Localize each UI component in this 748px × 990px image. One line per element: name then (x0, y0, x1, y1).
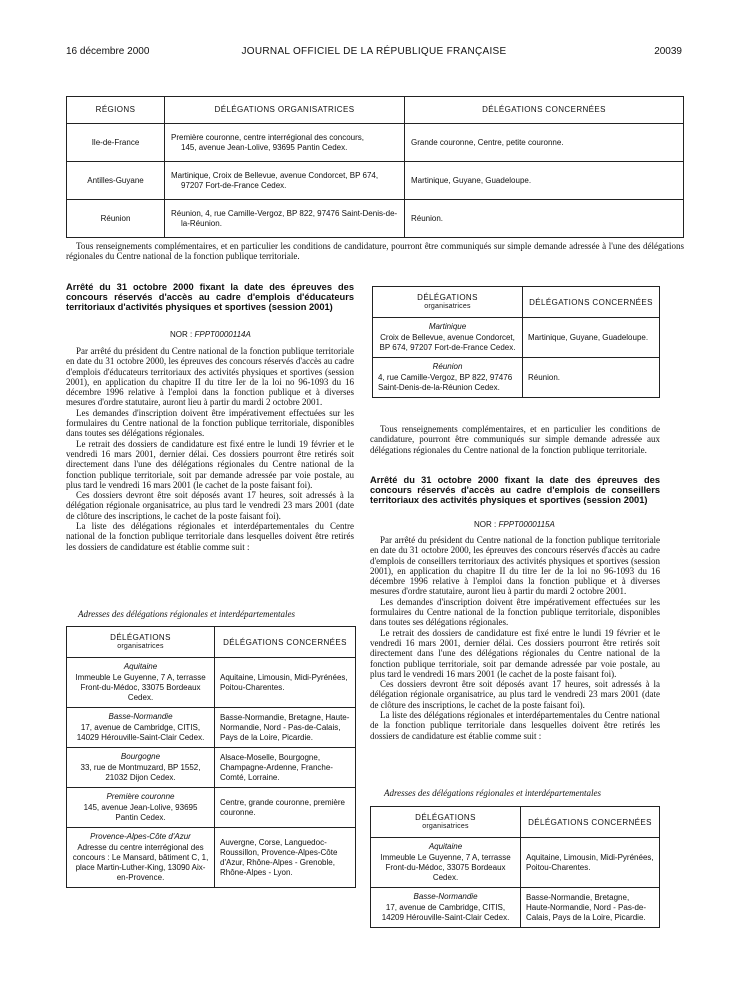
body-paragraph: La liste des délégations régionales et interdépartementales du Centre national de la fonction publique territoriale dans lesquelles doivent être retirés les dossiers de candidature est établie comme suit : (66, 521, 354, 552)
concerned-cell: Alsace-Moselle, Bourgogne, Champagne-Ardenne, Franche-Comté, Lorraine. (215, 748, 356, 788)
right-nor (474, 520, 555, 529)
delegation-name: Basse-Normandie (413, 892, 478, 901)
organizing-cell (67, 708, 215, 748)
publication-date: 16 décembre 2000 (66, 46, 150, 57)
table-row (373, 318, 660, 358)
organizing-line: 97207 Fort-de-France Cedex. (181, 180, 287, 190)
organizing-cell (165, 124, 405, 162)
delegation-name: Provence-Alpes-Côte d'Azur (90, 832, 191, 841)
column-header-concerned: DÉLÉGATIONS CONCERNÉES (215, 627, 356, 658)
column-header-concerned: DÉLÉGATIONS CONCERNÉES (523, 287, 660, 318)
organizing-cell (371, 838, 521, 888)
note-text: Tous renseignements complémentaires, et en particulier les conditions de candidature, pourront être communiqués sur simple demande adressée aux délégations régionales du Centre national de la fonction publique territoriale. (370, 424, 660, 455)
header-sublabel: organisatrices (117, 643, 164, 650)
table-row (67, 124, 684, 162)
note-text: Tous renseignements complémentaires, et en particulier les conditions de candidature, pourront être communiqués sur simple demande adressée à l'une des délégations régionales du Centre national de la fonction publique territoriale. (66, 241, 684, 262)
concerned-cell: Martinique, Guyane, Guadeloupe. (523, 318, 660, 358)
delegation-address: Adresse du centre interrégional des concours : Le Mansard, bâtiment C, 1, place Martin-Luther-King, 13090 Aix-en-Provence. (72, 843, 209, 882)
delegation-address: Immeuble Le Guyenne, 7 A, terrasse Front-du-Médoc, 33075 Bordeaux Cedex. (380, 853, 511, 882)
header-sublabel: organisatrices (424, 303, 471, 310)
table-row (67, 708, 356, 748)
left-nor (170, 330, 251, 339)
nor-code: FPPT0000115A (498, 520, 555, 529)
delegation-address: 33, rue de Montmuzard, BP 1552, 21032 Dijon Cedex. (80, 763, 201, 782)
organizing-cell (373, 358, 523, 398)
right-delegations-table (370, 806, 660, 928)
organizing-line: Première couronne, centre interrégional des concours, (171, 132, 364, 142)
right-table-caption: Adresses des délégations régionales et interdépartementales (384, 788, 602, 798)
nor-code: FPPT0000114A (194, 330, 251, 339)
table-row (67, 828, 356, 888)
body-paragraph: La liste des délégations régionales et interdépartementales du Centre national de la fonction publique territoriale dans lesquelles doivent être retirés les dossiers de candidature est établie comme suit : (370, 710, 660, 741)
table-row (373, 358, 660, 398)
table-header-row (67, 97, 684, 124)
page-header (66, 46, 682, 60)
concerned-cell: Auvergne, Corse, Languedoc-Roussillon, Provence-Alpes-Côte d'Azur, Rhône-Alpes - Grenoble, Rhône-Alpes - Lyon. (215, 828, 356, 888)
delegation-address: 17, avenue de Cambridge, CITIS, 14209 Hérouville-Saint-Clair Cedex. (381, 903, 510, 922)
concerned-cell: Réunion. (523, 358, 660, 398)
delegation-address: 17, avenue de Cambridge, CITIS, 14029 Hérouville-Saint-Clair Cedex. (76, 723, 205, 742)
column-header-organizing (371, 807, 521, 838)
right-decree-title: Arrêté du 31 octobre 2000 fixant la date des épreuves des concours réservés d'accès au cadre d'emplois de conseillers territoriaux des activités physiques et sportives (session 2001) (370, 475, 660, 506)
delegation-address: 4, rue Camille-Vergoz, BP 822, 97476 Saint-Denis-de-la-Réunion Cedex. (378, 373, 513, 392)
table-row (67, 788, 356, 828)
table-header-row (371, 807, 660, 838)
concerned-cell: Centre, grande couronne, première couronne. (215, 788, 356, 828)
organizing-cell (371, 888, 521, 928)
region-cell: Ile-de-France (67, 124, 165, 162)
left-body (66, 346, 354, 552)
table-row (67, 658, 356, 708)
header-label: DÉLÉGATIONS (415, 813, 476, 822)
journal-title: JOURNAL OFFICIEL DE LA RÉPUBLIQUE FRANÇAISE (241, 46, 507, 57)
nor-label: NOR : (170, 330, 193, 339)
body-paragraph: Le retrait des dossiers de candidature est fixé entre le lundi 19 février et le vendredi 16 mars 2001, dernier délai. Ces dossiers pourront être retirés soit directement dans l'une des délégations régionales du Centre national de la fonction publique territoriale, soit par demande adressée par voie postale, au plus tard le vendredi 16 mars 2001 (le cachet de la poste faisant foi). (66, 438, 354, 490)
body-paragraph: Les demandes d'inscription doivent être impérativement effectuées sur les formulaires du Centre national de la fonction publique territoriale, disponibles dans toutes ses délégations régionales. (370, 596, 660, 628)
organizing-cell (67, 788, 215, 828)
organizing-line: 145, avenue Jean-Lolive, 93695 Pantin Cedex. (181, 142, 348, 152)
table-row (371, 888, 660, 928)
delegation-name: Aquitaine (428, 842, 463, 851)
table-row (371, 838, 660, 888)
column-header-concerned: DÉLÉGATIONS CONCERNÉES (521, 807, 660, 838)
concerned-cell: Basse-Normandie, Bretagne, Haute-Normandie, Nord - Pas-de-Calais, Pays de la Loire, Picardie. (521, 888, 660, 928)
table-row (67, 162, 684, 200)
page-number: 20039 (654, 46, 682, 57)
regions-table (66, 96, 684, 238)
organizing-cell (67, 658, 215, 708)
body-paragraph: Ces dossiers devront être soit déposés avant 17 heures, soit adressés à la délégation régionale organisatrice, au plus tard le vendredi 23 mars 2001 (date de clôture des inscriptions, le cachet de la poste faisant foi). (66, 490, 354, 521)
organizing-cell (165, 162, 405, 200)
concerned-cell: Martinique, Guyane, Guadeloupe. (405, 162, 684, 200)
delegation-address: Croix de Bellevue, avenue Condorcet, BP 674, 97207 Fort-de-France Cedex. (379, 333, 516, 352)
organizing-cell (67, 828, 215, 888)
table-header-row (67, 627, 356, 658)
table-row (67, 200, 684, 238)
concerned-cell: Grande couronne, Centre, petite couronne. (405, 124, 684, 162)
delegation-address: Immeuble Le Guyenne, 7 A, terrasse Front-du-Médoc, 33075 Bordeaux Cedex. (75, 673, 206, 702)
nor-label: NOR : (474, 520, 497, 529)
body-paragraph: Par arrêté du président du Centre national de la fonction publique territoriale en date du 31 octobre 2000, les épreuves des concours réservés d'accès au cadre d'emplois d'éducateurs territoriaux des activités physiques et sportives (session 2001), en application du chapitre II du titre Ier de la loi no 96-1093 du 16 décembre 1996 relative à l'emploi dans la fonction publique et à diverses mesures d'ordre statutaire, auront lieu à partir du mardi 2 octobre 2001. (66, 346, 354, 408)
body-paragraph: Par arrêté du président du Centre national de la fonction publique territoriale en date du 31 octobre 2000, les épreuves des concours réservés d'accès au cadre d'emplois de conseillers territoriaux des activités physiques et sportives (session 2001), en application du chapitre II du titre Ier de la loi no 96-1093 du 16 décembre 1996 relative à l'emploi dans la fonction publique et à diverses mesures d'ordre statutaire, auront lieu à partir du mardi 2 octobre 2001. (370, 535, 660, 597)
delegation-address: 145, avenue Jean-Lolive, 93695 Pantin Cedex. (83, 803, 198, 822)
region-cell: Antilles-Guyane (67, 162, 165, 200)
header-sublabel: organisatrices (422, 823, 469, 830)
right-top-delegations-table (372, 286, 660, 398)
header-label: DÉLÉGATIONS (417, 293, 478, 302)
delegation-name: Première couronne (106, 792, 175, 801)
right-note (370, 424, 660, 455)
delegation-name: Basse-Normandie (108, 712, 173, 721)
table-header-row (373, 287, 660, 318)
concerned-cell: Aquitaine, Limousin, Midi-Pyrénées, Poitou-Charentes. (521, 838, 660, 888)
left-delegations-table (66, 626, 356, 888)
left-decree-title: Arrêté du 31 octobre 2000 fixant la date des épreuves des concours réservés d'accès au cadre d'emplois d'éducateurs territoriaux d'activités physiques et sportives (session 2001) (66, 282, 354, 313)
column-header-organizing (373, 287, 523, 318)
top-note (66, 241, 684, 262)
organizing-line: Martinique, Croix de Bellevue, avenue Condorcet, BP 674, (171, 170, 379, 180)
header-label: DÉLÉGATIONS (110, 633, 171, 642)
organizing-line: Réunion, 4, rue Camille-Vergoz, BP 822, 97476 Saint-Denis-de- (171, 208, 398, 218)
delegation-name: Réunion (432, 362, 463, 371)
delegation-name: Bourgogne (120, 752, 161, 761)
left-table-caption: Adresses des délégations régionales et interdépartementales (78, 609, 296, 619)
organizing-cell (165, 200, 405, 238)
body-paragraph: Les demandes d'inscription doivent être impérativement effectuées sur les formulaires du Centre national de la fonction publique territoriale, disponibles dans toutes ses délégations régionales. (66, 407, 354, 439)
body-paragraph: Ces dossiers devront être soit déposés avant 17 heures, soit adressés à la délégation régionale organisatrice, au plus tard le vendredi 23 mars 2001 (date de clôture des inscriptions, le cachet de la poste faisant foi). (370, 679, 660, 710)
column-header-organizing (67, 627, 215, 658)
table-row (67, 748, 356, 788)
delegation-name: Aquitaine (123, 662, 158, 671)
column-header-organizing: DÉLÉGATIONS ORGANISATRICES (165, 97, 405, 124)
delegation-name: Martinique (428, 322, 467, 331)
column-header-concerned: DÉLÉGATIONS CONCERNÉES (405, 97, 684, 124)
concerned-cell: Basse-Normandie, Bretagne, Haute-Normandie, Nord - Pas-de-Calais, Pays de la Loire, Picardie. (215, 708, 356, 748)
concerned-cell: Aquitaine, Limousin, Midi-Pyrénées, Poitou-Charentes. (215, 658, 356, 708)
column-header-regions: RÉGIONS (67, 97, 165, 124)
concerned-cell: Réunion. (405, 200, 684, 238)
organizing-cell (373, 318, 523, 358)
body-paragraph: Le retrait des dossiers de candidature est fixé entre le lundi 19 février et le vendredi 16 mars 2001, dernier délai. Ces dossiers pourront être retirés soit directement dans l'une des délégations régionales du Centre national de la fonction publique territoriale, soit par demande adressée par voie postale, au plus tard le vendredi 16 mars 2001 (le cachet de la poste faisant foi). (370, 627, 660, 679)
region-cell: Réunion (67, 200, 165, 238)
organizing-line: la-Réunion. (181, 218, 222, 228)
right-body (370, 535, 660, 741)
organizing-cell (67, 748, 215, 788)
